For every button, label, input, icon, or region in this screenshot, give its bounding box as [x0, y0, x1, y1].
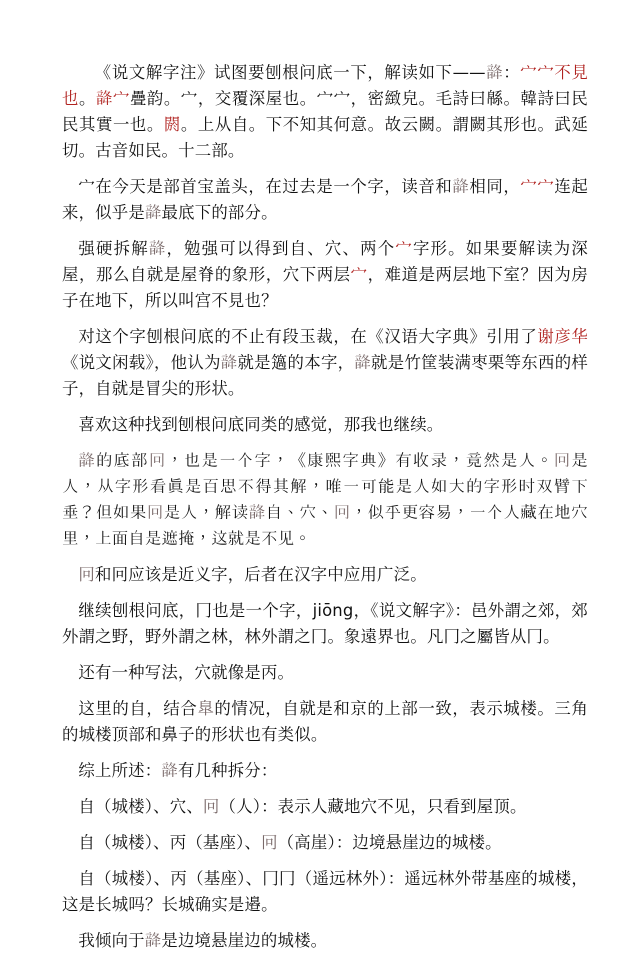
text-run: 。上从自。下不知其何意。故云闕。謂闕其形也。武延切。古音如民。十二部。 [62, 115, 588, 160]
paragraph-4 [62, 324, 588, 402]
rare-glyph: 冋 [553, 451, 572, 470]
paragraph-1 [62, 60, 588, 164]
text-run: 有几种拆分： [177, 761, 278, 780]
paragraph-9 [62, 660, 588, 686]
paragraph-8 [62, 598, 588, 650]
text-run: 就是簻的本字， [237, 353, 355, 372]
text-run: 自（城楼）、穴、 [78, 797, 203, 816]
highlighted-text: 宀宀不見也 [62, 63, 588, 108]
text-run: ，《说文解字》：邑外謂之郊，郊外謂之野，野外謂之林，林外謂之冂。象遠界也。凡冂之屬皆从冂。 [62, 601, 588, 646]
text-run: 自、穴、 [265, 503, 334, 522]
paragraph-7 [62, 562, 588, 588]
paragraph-13 [62, 830, 588, 856]
text-run: 强硬拆解 [78, 239, 149, 258]
paragraph-14 [62, 866, 588, 918]
paragraph-10 [62, 696, 588, 748]
text-run: 最底下的部分。 [161, 203, 278, 222]
highlighted-text: 閼 [163, 115, 181, 134]
rare-glyph: 𩐨 [485, 63, 504, 82]
text-run: 喜欢这种找到刨根问底同类的感觉，那我也继续。 [78, 415, 444, 434]
text-run: ，勉强可以得到自、穴、两个 [166, 239, 396, 258]
text-run: 的情况，自就是和京的上部一致，表示城楼。三角的城楼顶部和鼻子的形状也有类似。 [62, 699, 589, 744]
text-run: 相同， [469, 177, 521, 196]
rare-glyph: 𩐨 [161, 761, 178, 780]
rare-glyph: 𩐨 [144, 203, 162, 222]
rare-glyph: 𩐨 [148, 239, 167, 258]
rare-glyph: 𩐨 [220, 353, 238, 372]
text-run: （人）：表示人藏地穴不见，只看到屋顶。 [219, 797, 527, 816]
highlighted-text: 宀 [350, 265, 368, 284]
highlighted-text: 宀宀 [520, 177, 555, 196]
rare-glyph: 冋 [148, 451, 167, 470]
text-run: 还有一种写法，穴就像是丙。 [78, 663, 295, 682]
rare-glyph: 𩐨 [452, 177, 470, 196]
text-run: jiōng [312, 601, 354, 620]
text-run: 继续刨根问底，冂也是一个字， [78, 601, 313, 620]
text-run: 就是竹筐装满枣栗等东西的样子，自就是冒尖的形状。 [62, 353, 588, 398]
text-run: ，难道是两层地下室？因为房子在地下，所以叫宫不見也？ [62, 265, 588, 310]
text-run: 的底部 [96, 451, 149, 470]
text-run: ，似乎更容易，一个人藏在地穴里，上面自是遮掩，这就是不见。 [62, 503, 589, 548]
text-run: 自（城楼）、丙（基座）、 [78, 833, 262, 852]
text-run: 是人，解读 [163, 503, 249, 522]
text-run: 对这个字刨根问底的不止有段玉裁，在《汉语大字典》引用了 [78, 327, 538, 346]
text-run: 。 [78, 89, 96, 108]
rare-glyph: 冋 [146, 503, 164, 522]
paragraph-11 [62, 758, 588, 784]
text-run: （高崖）：边境悬崖边的城楼。 [277, 833, 502, 852]
text-run: ，也是一个字，《康熙字典》有收录，竟然是人。 [166, 451, 554, 470]
text-run: 《说文解字注》试图要刨根问底一下，解读如下—— [94, 63, 486, 82]
paragraph-6 [62, 448, 588, 552]
highlighted-text: 谢彦华 [537, 327, 588, 346]
highlighted-text: 𩐨宀 [95, 89, 130, 108]
text-run: ： [503, 63, 521, 82]
highlighted-text: 宀 [395, 239, 413, 258]
text-run: 和冋应该是近义字，后者在汉字中应用广泛。 [94, 565, 427, 584]
paragraph-5 [62, 412, 588, 438]
rare-glyph: 𩐨 [354, 353, 372, 372]
paragraph-3 [62, 236, 588, 314]
text-run: 我倾向于 [78, 931, 145, 950]
rare-glyph: 𩐨 [248, 503, 266, 522]
paragraph-2 [62, 174, 588, 226]
text-run: 自（城楼）、丙（基座）、冂冂（遥远林外）：遥远林外带基座的城楼，这是长城吗？长城确实是邉。 [62, 869, 588, 914]
text-run: 宀在今天是部首宝盖头，在过去是一个字，读音和 [78, 177, 453, 196]
rare-glyph: 臯 [197, 699, 215, 718]
paragraph-15 [62, 928, 588, 954]
paragraph-12 [62, 794, 588, 820]
rare-glyph: 冋 [333, 503, 351, 522]
text-run: 是边境悬崖边的城楼。 [161, 931, 328, 950]
text-run: 疊韵。宀，交覆深屋也。宀宀，密緻皃。毛詩曰緜。韓詩曰民民其實一也。 [62, 89, 588, 134]
text-run: 是人，从字形看真是百思不得其解，唯一可能是人如大的字形时双臂下垂？但如果 [62, 451, 588, 522]
text-run: 综上所述： [78, 761, 162, 780]
text-run: 这里的自，结合 [78, 699, 198, 718]
rare-glyph: 冋 [78, 565, 95, 584]
text-run: 连起来，似乎是 [62, 177, 588, 222]
text-run: 《说文闲载》，他认为 [62, 353, 221, 372]
rare-glyph: 冋 [202, 797, 220, 816]
text-run: 字形。如果要解读为深屋，那么自就是屋脊的象形，穴下两层 [62, 239, 588, 284]
rare-glyph: 𩐨 [78, 451, 96, 470]
rare-glyph: 𩐨 [144, 931, 162, 950]
rare-glyph: 冋 [261, 833, 278, 852]
